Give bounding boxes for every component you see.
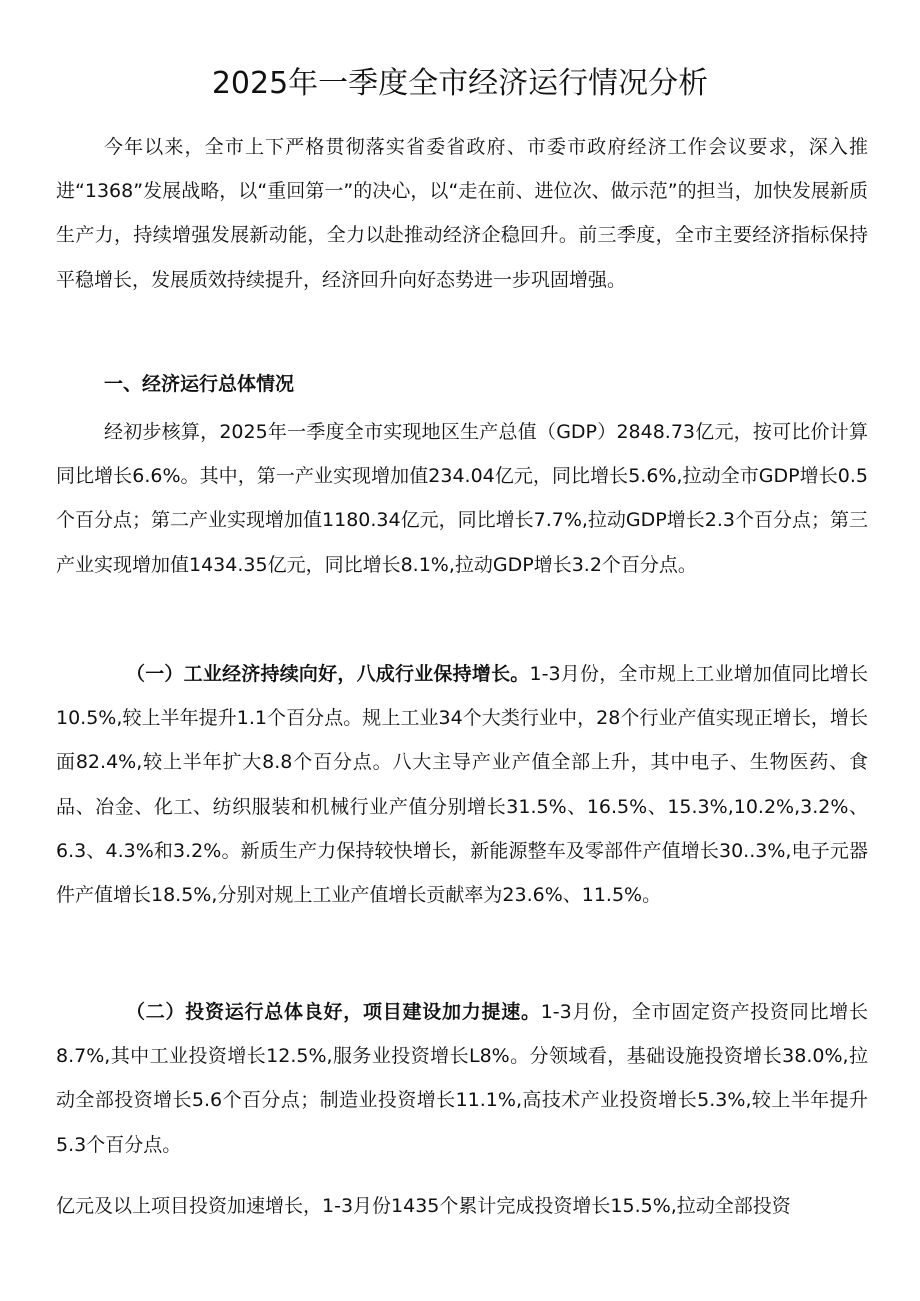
subsection-investment-body: 1-3月份，全市固定资产投资同比增长8.7%,其中工业投资增长12.5%,服务业投资增长L8%。分领域看，基础设施投资增长38.0%,拉动全部投资增长5.6个百分点；制造业投资增长11.1%,高技术产业投资增长5.3%,较上半年提升5.3个百分点。	[56, 1001, 868, 1156]
document-title: 2025年一季度全市经济运行情况分析	[211, 66, 709, 101]
section-heading: 一、经济运行总体情况	[104, 373, 295, 395]
subsection-investment-paragraph	[56, 990, 868, 1167]
subsection-industry-heading: （一）工业经济持续向好，八成行业保持增长。	[126, 663, 530, 685]
subsection-industry-body: 1-3月份，全市规上工业增加值同比增长10.5%,较上半年提升1.1个百分点。规上工业34个大类行业中，28个行业产值实现正增长，增长面82.4%,较上半年扩大8.8个百分点。八大主导产业产值全部上升，其中电子、生物医药、食品、冶金、化工、纺织服装和机械行业产值分别增长31.5%、16.5%、15.3%,10.2%,3.2%、6.3、4.3%和3.2%。新质生产力保持较快增长，新能源整车及零部件产值增长30..3%,电子元器件产值增长18.5%,分别对规上工业产值增长贡献率为23.6%、11.5%。	[56, 663, 868, 907]
continuation-paragraph: 亿元及以上项目投资加速增长，1-3月份1435个累计完成投资增长15.5%,拉动全部投资	[56, 1195, 791, 1217]
subsection-industry-paragraph	[56, 652, 868, 917]
subsection-investment-heading: （二）投资运行总体良好，项目建设加力提速。	[126, 1001, 541, 1023]
intro-paragraph: 今年以来，全市上下严格贯彻落实省委省政府、市委市政府经济工作会议要求，深入推进“1368”发展战略，以“重回第一”的决心，以“走在前、进位次、做示范”的担当，加快发展新质生产力，持续增强发展新动能，全力以赴推动经济企稳回升。前三季度，全市主要经济指标保持平稳增长，发展质效持续提升，经济回升向好态势进一步巩固增强。	[56, 136, 868, 291]
section-body-paragraph: 经初步核算，2025年一季度全市实现地区生产总值（GDP）2848.73亿元，按可比价计算同比增长6.6%。其中，第一产业实现增加值234.04亿元，同比增长5.6%,拉动全市GDP增长0.5个百分点；第二产业实现增加值1180.34亿元，同比增长7.7%,拉动GDP增长2.3个百分点；第三产业实现增加值1434.35亿元，同比增长8.1%,拉动GDP增长3.2个百分点。	[56, 421, 868, 576]
